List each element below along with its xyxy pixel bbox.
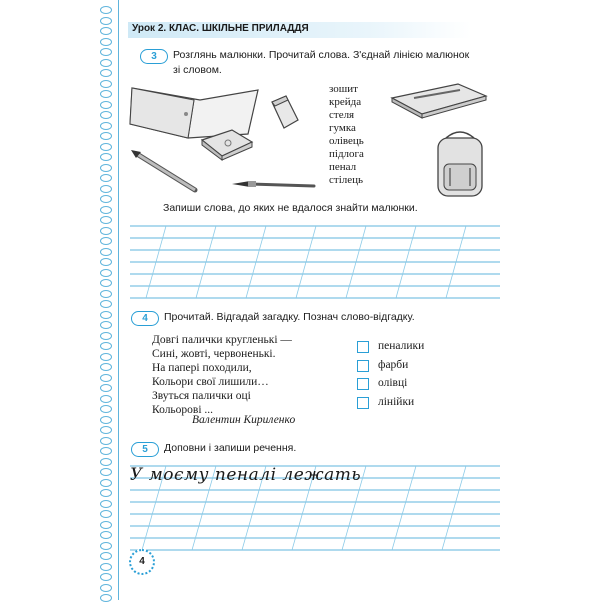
spiral-ring	[100, 363, 112, 371]
pencil-case-picture	[388, 82, 488, 120]
word-6: підлога	[329, 148, 364, 160]
spiral-ring	[100, 59, 112, 67]
spiral-ring	[100, 332, 112, 340]
task-3-number: 3	[140, 49, 168, 64]
ruled-lines-1	[130, 222, 500, 304]
spiral-ring	[100, 300, 112, 308]
spiral-ring	[100, 563, 112, 571]
spiral-ring	[100, 311, 112, 319]
eraser-picture	[198, 128, 254, 162]
spiral-ring	[100, 384, 112, 392]
writing-lines-1[interactable]	[130, 222, 500, 304]
spiral-ring	[100, 500, 112, 508]
word-5: олівець	[329, 135, 364, 147]
spiral-ring	[100, 279, 112, 287]
spiral-ring	[100, 174, 112, 182]
option-checkbox-1[interactable]	[357, 341, 369, 353]
task-5-number: 5	[131, 442, 159, 457]
spiral-margin	[96, 0, 119, 600]
riddle-line-1: Довгі палички кругленькі —	[152, 334, 292, 346]
spiral-ring	[100, 437, 112, 445]
spiral-ring	[100, 374, 112, 382]
spiral-ring	[100, 101, 112, 109]
spiral-ring	[100, 510, 112, 518]
task-3-instruction-line2: зі словом.	[173, 64, 222, 76]
spiral-ring	[100, 258, 112, 266]
spiral-ring	[100, 164, 112, 172]
spiral-ring	[100, 269, 112, 277]
spiral-ring	[100, 468, 112, 476]
riddle-line-2: Сині, жовті, червоненькі.	[152, 348, 276, 360]
spiral-ring	[100, 132, 112, 140]
spiral-ring	[100, 48, 112, 56]
option-label-1: пеналики	[378, 340, 425, 352]
spiral-ring	[100, 342, 112, 350]
spiral-ring	[100, 90, 112, 98]
spiral-ring	[100, 27, 112, 35]
spiral-ring	[100, 122, 112, 130]
riddle-line-6: Кольорові ...	[152, 404, 214, 416]
option-checkbox-3[interactable]	[357, 378, 369, 390]
task-4-number: 4	[131, 311, 159, 326]
option-checkbox-4[interactable]	[357, 397, 369, 409]
pencil-picture	[131, 150, 203, 196]
spiral-ring	[100, 321, 112, 329]
spiral-ring	[100, 185, 112, 193]
spiral-ring	[100, 542, 112, 550]
spiral-ring	[100, 248, 112, 256]
spiral-ring	[100, 416, 112, 424]
spiral-ring	[100, 80, 112, 88]
chalk-picture	[266, 92, 302, 132]
task-3-followup: Запиши слова, до яких не вдалося знайти малюнки.	[163, 202, 418, 214]
spiral-ring	[100, 216, 112, 224]
spiral-ring	[100, 447, 112, 455]
spiral-ring	[100, 573, 112, 581]
option-label-4: лінійки	[378, 396, 415, 408]
spiral-ring	[100, 552, 112, 560]
spiral-ring	[100, 479, 112, 487]
word-2: крейда	[329, 96, 362, 108]
task-3-instruction-line1: Розглянь малюнки. Прочитай слова. З'єднай лінією малюнок	[173, 49, 470, 61]
spiral-ring	[100, 405, 112, 413]
spiral-ring	[100, 395, 112, 403]
option-label-3: олівці	[378, 377, 408, 389]
riddle-line-5: Звуться палички оці	[152, 390, 251, 402]
option-checkbox-2[interactable]	[357, 360, 369, 372]
spiral-ring	[100, 426, 112, 434]
spiral-ring	[100, 143, 112, 151]
spiral-ring	[100, 17, 112, 25]
option-label-2: фарби	[378, 359, 409, 371]
word-8: стілець	[329, 174, 364, 186]
spiral-ring	[100, 458, 112, 466]
task-5-instruction: Доповни і запиши речення.	[164, 442, 297, 454]
page-number: 4	[129, 549, 155, 575]
lesson-title: Урок 2. КЛАС. ШКІЛЬНЕ ПРИЛАДДЯ	[132, 23, 309, 34]
word-1: зошит	[329, 83, 358, 95]
backpack-picture	[428, 128, 492, 200]
riddle-line-3: На папері походили,	[152, 362, 252, 374]
spiral-ring	[100, 195, 112, 203]
handwritten-sentence: У моєму пеналі лежать	[130, 465, 362, 485]
riddle-line-4: Кольори свої лишили…	[152, 376, 269, 388]
riddle-author: Валентин Кириленко	[192, 414, 296, 426]
word-3: стеля	[329, 109, 355, 121]
brush-picture	[230, 176, 316, 194]
spiral-ring	[100, 521, 112, 529]
spiral-ring	[100, 206, 112, 214]
spiral-ring	[100, 489, 112, 497]
word-4: гумка	[329, 122, 356, 134]
word-7: пенал	[329, 161, 357, 173]
spiral-ring	[100, 153, 112, 161]
spiral-ring	[100, 69, 112, 77]
spiral-ring	[100, 584, 112, 592]
spiral-ring	[100, 353, 112, 361]
spiral-ring	[100, 6, 112, 14]
task-4-instruction: Прочитай. Відгадай загадку. Познач слово-відгадку.	[164, 311, 415, 323]
spiral-ring	[100, 237, 112, 245]
spiral-ring	[100, 38, 112, 46]
spiral-ring	[100, 594, 112, 602]
spiral-ring	[100, 111, 112, 119]
spiral-ring	[100, 290, 112, 298]
spiral-ring	[100, 227, 112, 235]
spiral-ring	[100, 531, 112, 539]
